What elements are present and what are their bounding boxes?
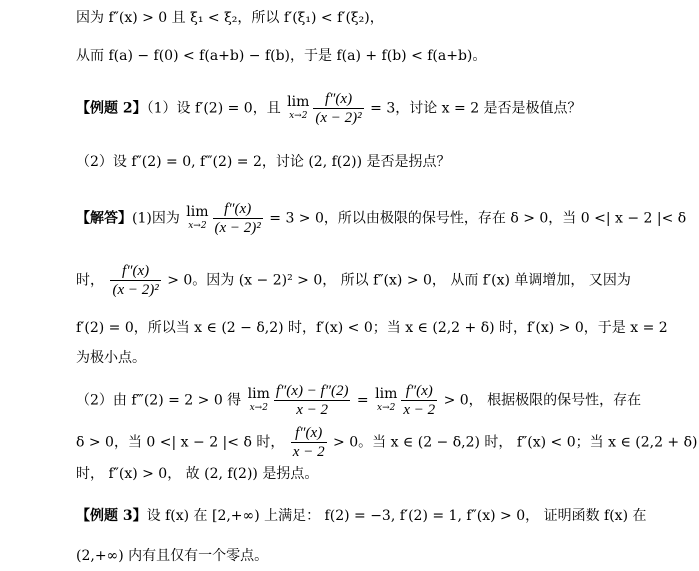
numerator: f″(x): [401, 382, 437, 401]
lim-word: lim: [375, 385, 398, 402]
numerator: f″(x) − f″(2): [275, 383, 349, 399]
numerator: f″(x): [291, 424, 327, 443]
denominator: x − 2: [296, 402, 329, 418]
solution2-b: > 0。因为 (x − 2)² > 0， 所以 f″(x) > 0， 从而 f′(x) 单调增加， 又因为: [167, 272, 631, 289]
solution2-a: 时，: [76, 272, 104, 289]
numerator: f″(x): [213, 200, 263, 219]
numerator: f″(x): [313, 90, 363, 109]
fraction: [291, 424, 327, 461]
denominator: (x − 2)²: [315, 110, 362, 126]
lim-subscript: x→2: [188, 220, 207, 231]
solution-tag: 【解答】: [76, 210, 132, 227]
fraction: [274, 382, 351, 419]
denominator: (x − 2)²: [214, 220, 261, 236]
example-2-part2: [76, 152, 451, 172]
example-3-text: 设 f(x) 在 [2,+∞) 上满足： f(2) = −3, f′(2) = 1, f″(x) > 0， 证明函数 f(x) 在: [146, 508, 647, 524]
part2-line-3: [76, 464, 318, 484]
lim-subscript: x→2: [249, 402, 268, 413]
fraction: [110, 262, 160, 299]
example-2-statement: [76, 90, 582, 127]
lim-subscript: x→2: [377, 402, 396, 413]
example-3-tag: 【例题 3】: [76, 508, 147, 524]
solution3-text: f′(2) = 0，所以当 x ∈ (2 − δ,2) 时，f′(x) < 0；当 x ∈ (2,2 + δ) 时，f′(x) > 0，于是 x = 2: [76, 320, 668, 336]
fraction: [213, 200, 263, 237]
part2-a: （2）由 f‴(2) = 2 > 0 得: [76, 392, 242, 409]
example-3-line-1: [76, 506, 646, 526]
example-2-part1-b: = 3，讨论 x = 2 是否是极值点？: [370, 100, 582, 117]
lim-word: lim: [247, 385, 270, 402]
part2b-a: δ > 0，当 0 <| x − 2 |< δ 时，: [76, 434, 285, 451]
part2-b: > 0， 根据极限的保号性，存在: [443, 392, 642, 409]
solution-line-4: [76, 348, 146, 368]
fraction: [401, 382, 437, 419]
denominator: x − 2: [403, 402, 436, 418]
limit-expression: [248, 387, 270, 415]
solution-a: (1)因为: [132, 210, 180, 227]
denominator: x − 2: [292, 444, 325, 460]
denominator: (x − 2)²: [112, 282, 159, 298]
example-3-text-2: (2,+∞) 内有且仅有一个零点。: [76, 548, 269, 564]
solution4-text: 为极小点。: [76, 350, 146, 366]
limit-expression: [375, 387, 397, 415]
text-line-2: [76, 46, 486, 66]
part2-line-2: [76, 424, 698, 461]
part2-line-1: [76, 382, 641, 419]
example-3-line-2: [76, 546, 268, 566]
example-2-tag: 【例题 2】: [76, 100, 147, 117]
line-2-text: 从而 f(a) − f(0) < f(a+b) − f(b)，于是 f(a) + f(b) < f(a+b)。: [76, 48, 487, 64]
line-1-text: 因为 f″(x) > 0 且 ξ₁ < ξ₂，所以 f′(ξ₁) < f′(ξ₂)，: [76, 10, 384, 26]
solution-line-3: [76, 318, 668, 338]
equals-sign: =: [356, 392, 369, 409]
lim-word: lim: [287, 93, 310, 110]
lim-subscript: x→2: [289, 110, 308, 121]
solution-line-1: [76, 200, 686, 237]
limit-expression: [186, 205, 208, 233]
limit-expression: [287, 95, 309, 123]
part2b-b: > 0。当 x ∈ (2 − δ,2) 时， f″(x) < 0；当 x ∈ (2,2 + δ): [333, 434, 698, 451]
solution-b: = 3 > 0，所以由极限的保号性，存在 δ > 0，当 0 <| x − 2 |< δ: [269, 210, 687, 227]
solution-line-2: [76, 262, 631, 299]
numerator: f″(x): [110, 262, 160, 281]
example-2-part2-text: （2）设 f″(2) = 0, f‴(2) = 2，讨论 (2, f(2)) 是否是拐点？: [76, 154, 451, 170]
lim-word: lim: [186, 203, 209, 220]
example-2-part1-a: （1）设 f′(2) = 0，且: [146, 100, 281, 117]
text-line-1: [76, 8, 384, 28]
part2c-text: 时， f″(x) > 0， 故 (2, f(2)) 是拐点。: [76, 466, 319, 482]
fraction: [313, 90, 363, 127]
